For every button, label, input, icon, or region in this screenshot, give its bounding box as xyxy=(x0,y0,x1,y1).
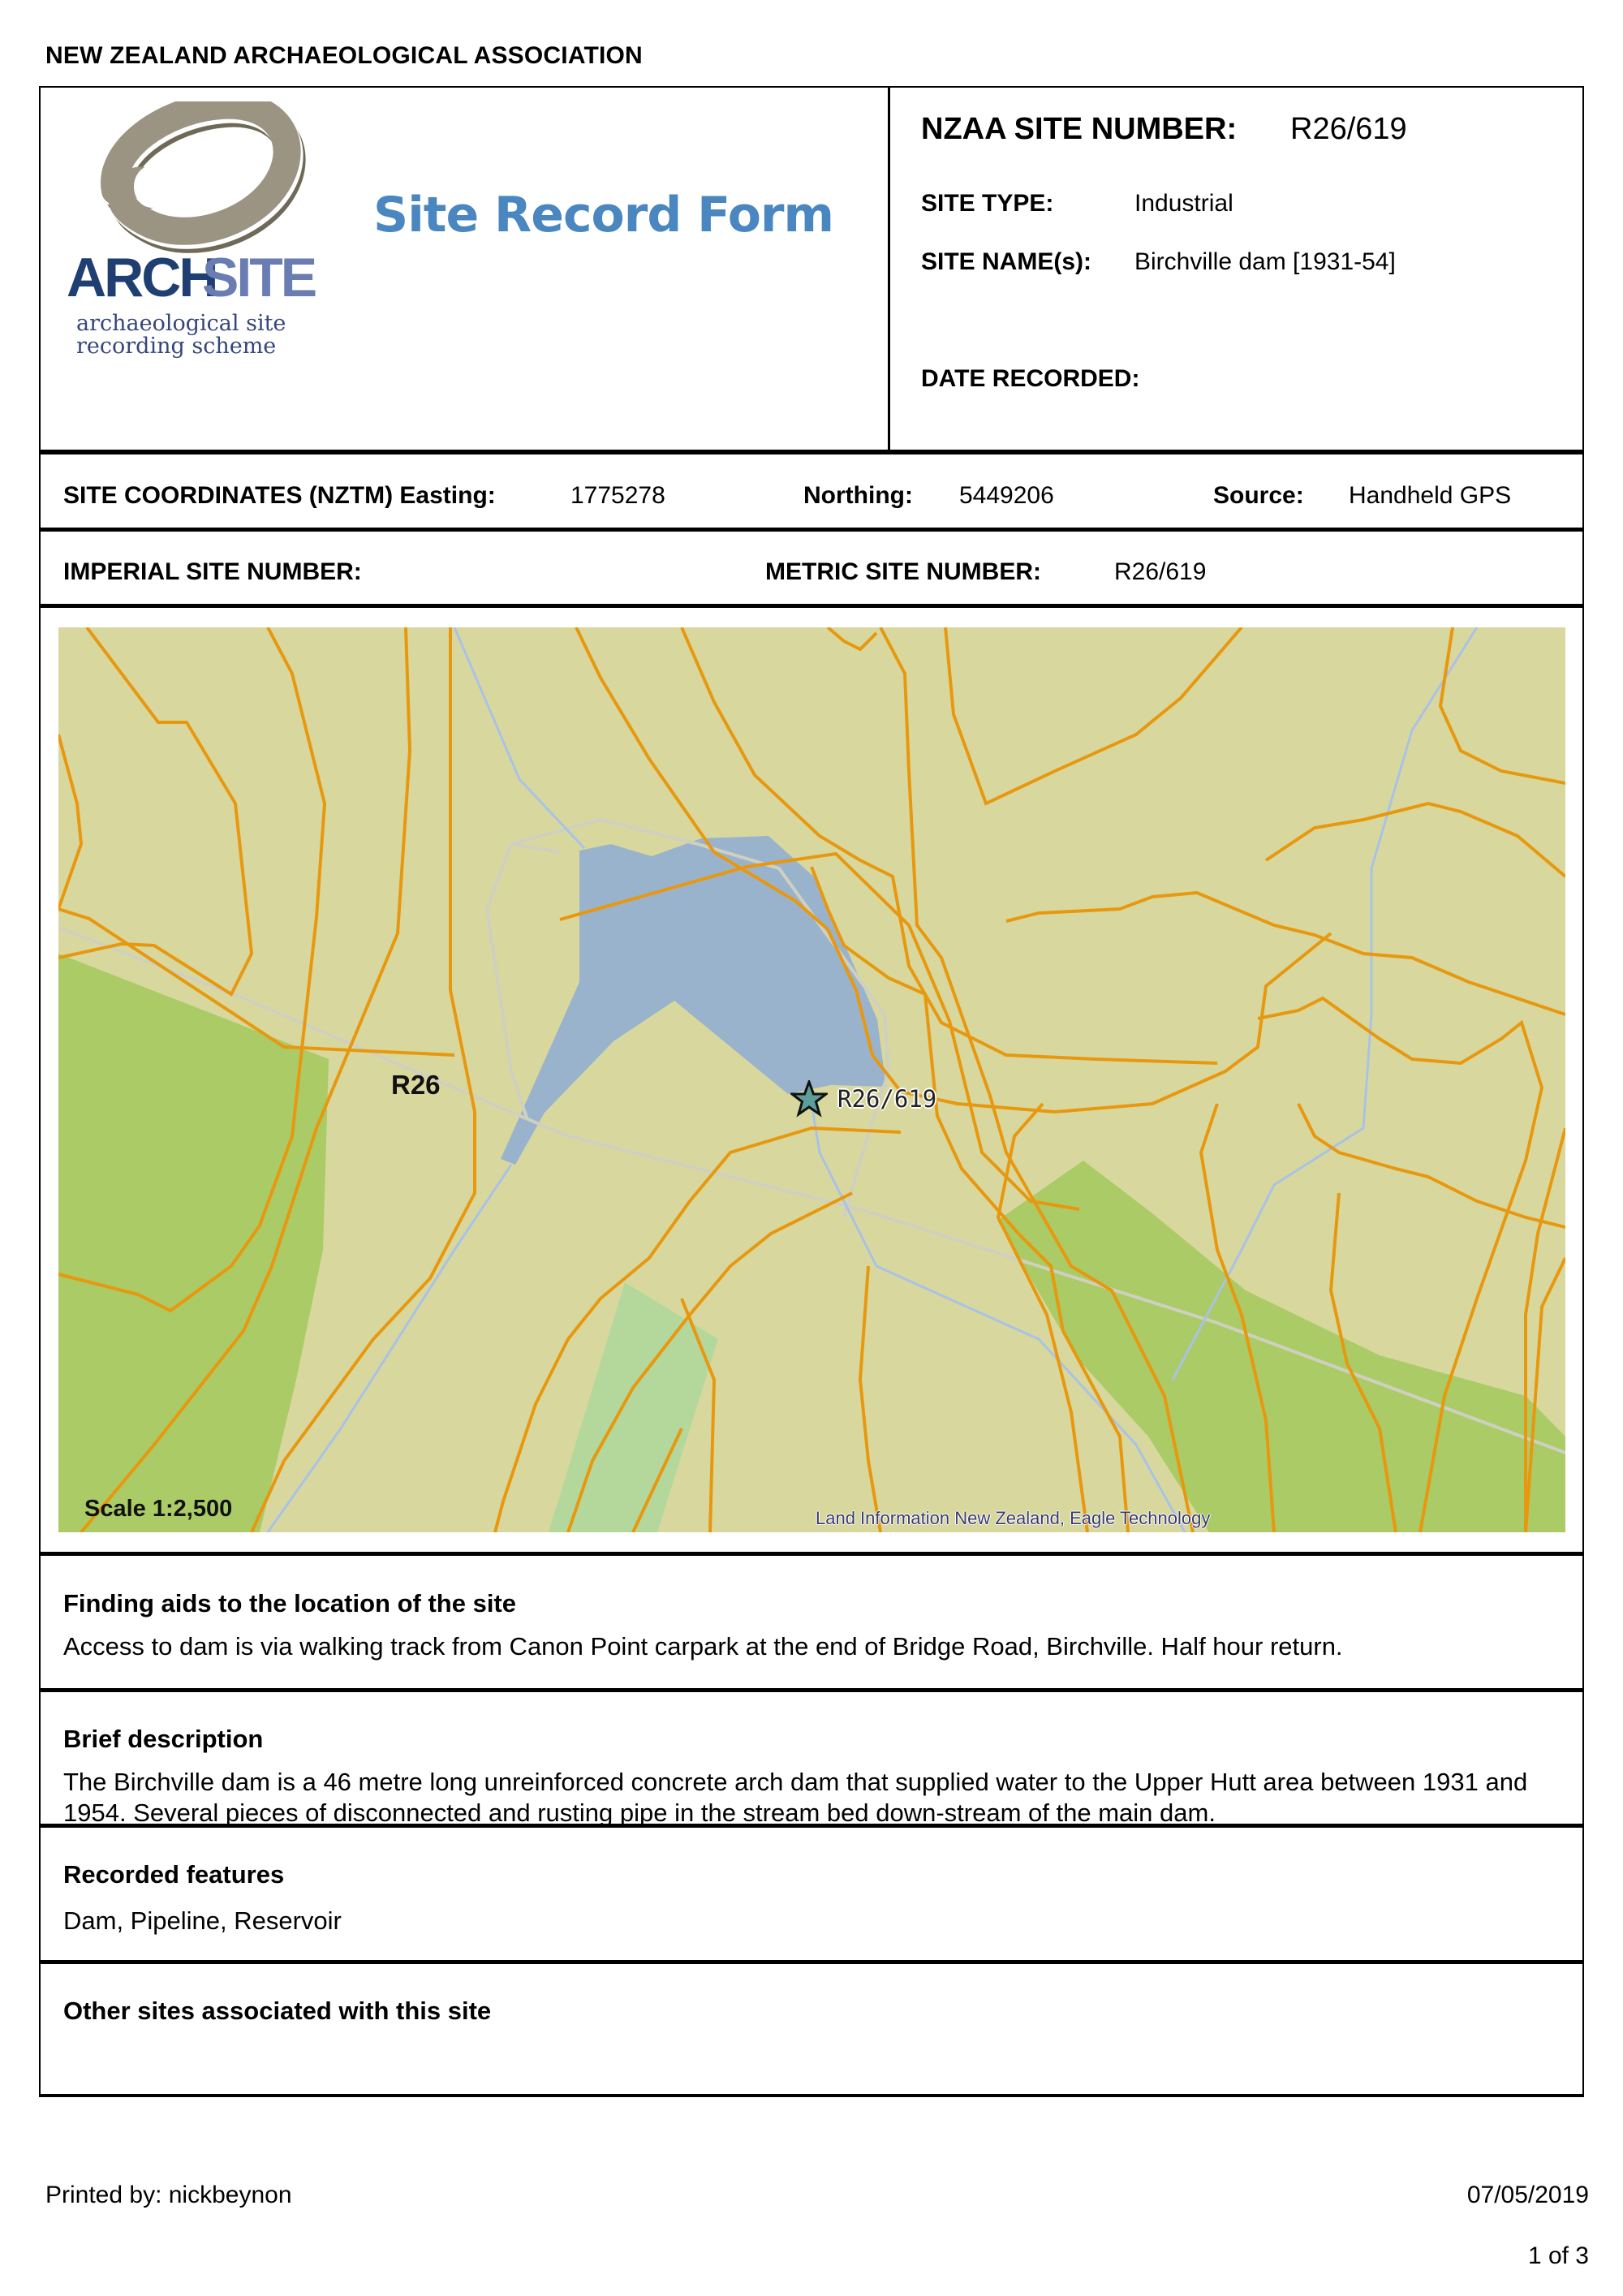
map-bottom-rule xyxy=(39,1552,1584,1556)
printed-by: Printed by: nickbeynon xyxy=(45,2182,292,2208)
map-attribution: Land Information New Zealand, Eagle Technology xyxy=(816,1508,1211,1528)
northing-value: 5449206 xyxy=(959,482,1054,509)
brief-description-body: The Birchville dam is a 46 metre long unreinforced concrete arch dam that supplied water to the Upper Hutt area between 1931 and 1954. Several pieces of disconnected and rusting pipe in the stream bed down-stream of the main dam. xyxy=(63,1768,1528,1827)
swirl-logo-icon xyxy=(58,101,326,361)
site-names-value: Birchville dam [1931-54] xyxy=(1134,248,1396,275)
coordinates-easting-label: SITE COORDINATES (NZTM) Easting: xyxy=(63,482,496,509)
archsite-logo xyxy=(58,101,326,361)
site-marker-label: R26/619 xyxy=(837,1085,937,1113)
recorded-features-title: Recorded features xyxy=(63,1860,285,1889)
site-names-label: SITE NAME(s): xyxy=(921,248,1091,275)
finding-bottom-rule xyxy=(39,1688,1584,1692)
site-number-label: NZAA SITE NUMBER: xyxy=(921,112,1238,146)
coords-bottom-rule xyxy=(39,528,1584,532)
brief-description-title: Brief description xyxy=(63,1725,264,1753)
site-number-value: R26/619 xyxy=(1290,112,1407,146)
recorded-features-body: Dam, Pipeline, Reservoir xyxy=(63,1906,342,1935)
sitenum-bottom-rule xyxy=(39,604,1584,608)
logo-site-text: SITE xyxy=(202,247,316,308)
site-star-marker-icon[interactable] xyxy=(790,1080,828,1118)
source-value: Handheld GPS xyxy=(1349,482,1512,509)
form-title: Site Record Form xyxy=(373,187,834,243)
date-recorded-label: DATE RECORDED: xyxy=(921,365,1140,392)
organization-title: NEW ZEALAND ARCHAEOLOGICAL ASSOCIATION xyxy=(45,42,643,69)
page-number: 1 of 3 xyxy=(1527,2242,1589,2269)
metric-site-number-value: R26/619 xyxy=(1114,558,1207,585)
easting-value: 1775278 xyxy=(570,482,665,509)
northing-label: Northing: xyxy=(803,482,913,509)
print-date: 07/05/2019 xyxy=(1466,2182,1589,2208)
site-location-map xyxy=(58,627,1565,1532)
map-scale: Scale 1:2,500 xyxy=(84,1496,233,1522)
map-sheet-label: R26 xyxy=(391,1070,441,1100)
site-type-value: Industrial xyxy=(1134,190,1233,217)
source-label: Source: xyxy=(1213,482,1304,509)
header-bottom-rule xyxy=(39,450,1584,454)
logo-arch-text: ARCH xyxy=(67,247,217,308)
imperial-site-number-label: IMPERIAL SITE NUMBER: xyxy=(63,558,362,585)
logo-tagline-2: recording scheme xyxy=(76,334,277,359)
finding-aids-body: Access to dam is via walking track from Canon Point carpark at the end of Bridge Road, Birchville. Half hour return. xyxy=(63,1632,1343,1661)
logo-tagline-1: archaeological site xyxy=(76,311,286,336)
header-divider xyxy=(888,86,890,453)
metric-site-number-label: METRIC SITE NUMBER: xyxy=(765,558,1041,585)
features-bottom-rule xyxy=(39,1960,1584,1964)
other-sites-title: Other sites associated with this site xyxy=(63,1997,492,2025)
site-type-label: SITE TYPE: xyxy=(921,190,1054,217)
finding-aids-title: Finding aids to the location of the site xyxy=(63,1589,516,1618)
